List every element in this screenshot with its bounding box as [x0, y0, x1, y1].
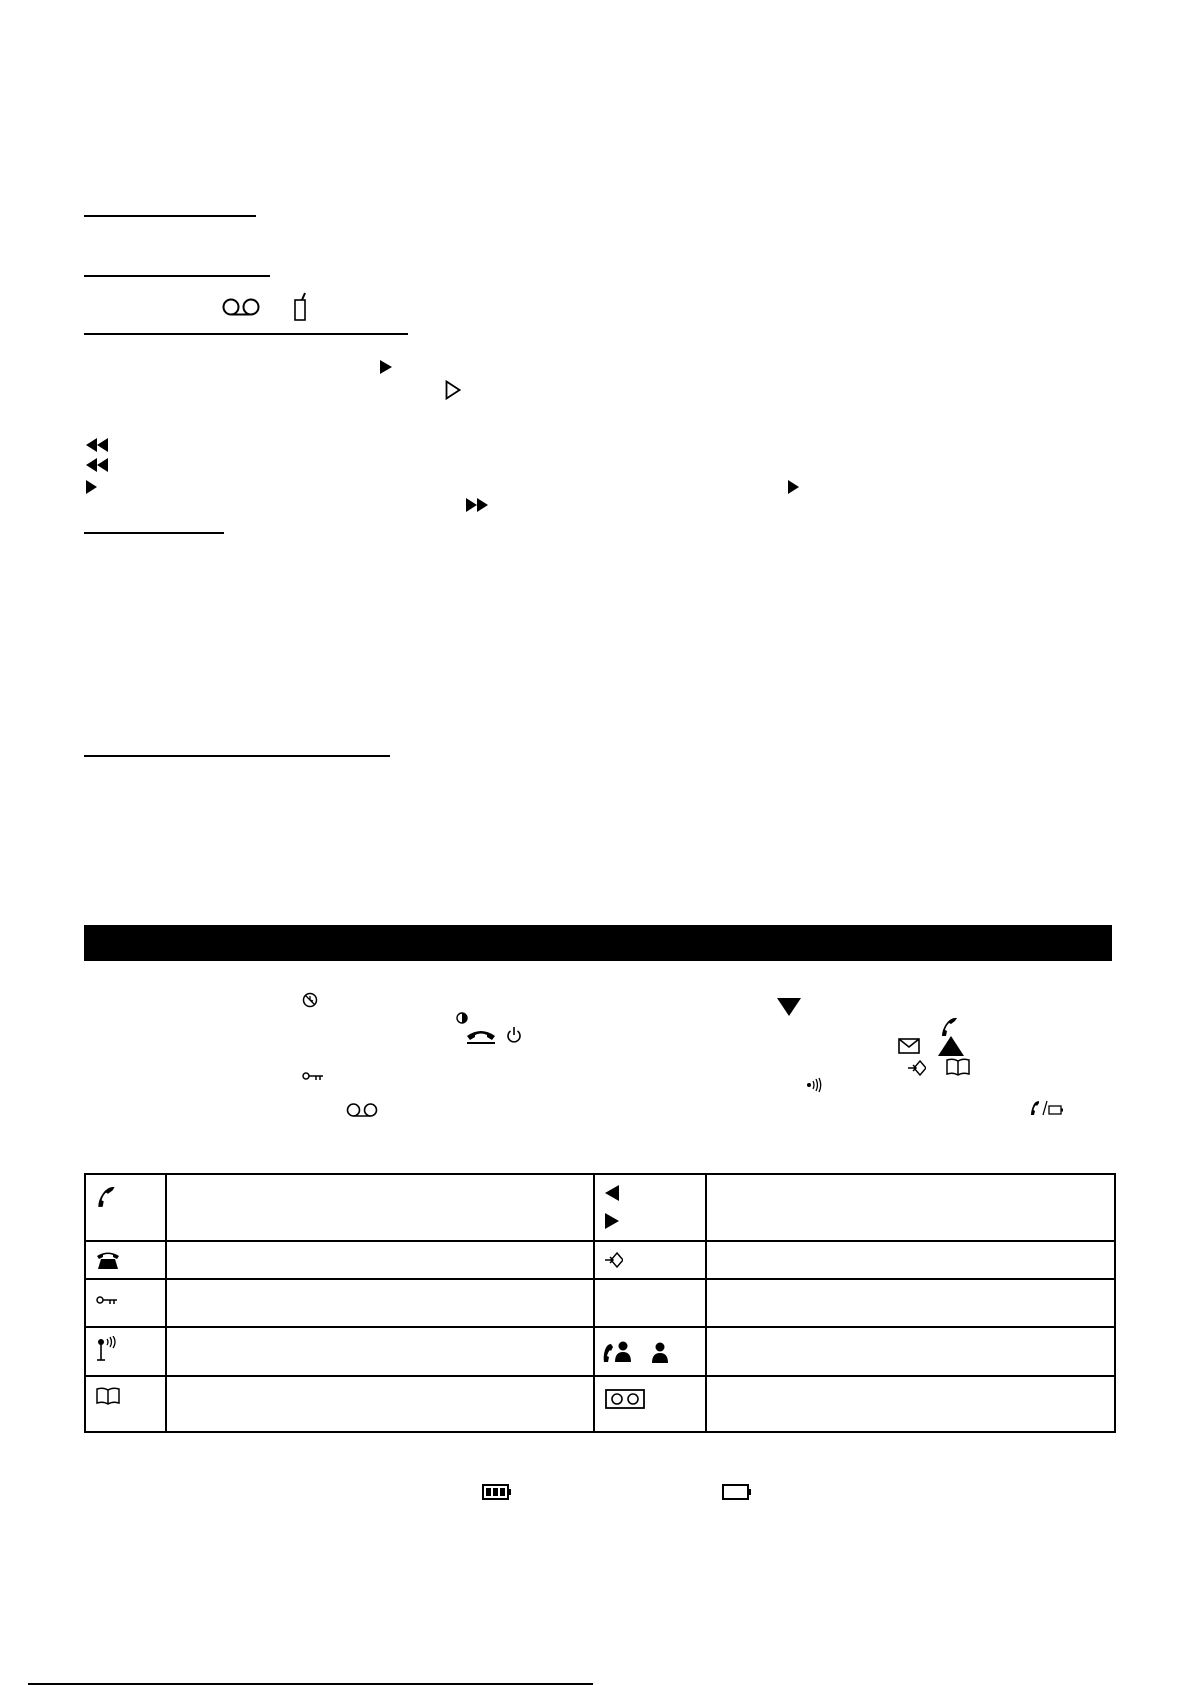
table-cell-icon [594, 1174, 706, 1241]
section-banner [84, 925, 1112, 961]
table-row [85, 1241, 1115, 1279]
power-icon [506, 1026, 522, 1044]
table-row [85, 1279, 1115, 1327]
caller-person-icon [603, 1340, 635, 1371]
table-cell-icon [594, 1279, 706, 1327]
left-arrow-icon [605, 1185, 619, 1206]
table-cell-description [166, 1327, 594, 1375]
table-row [85, 1327, 1115, 1375]
key-icon [302, 1071, 324, 1081]
telephone-icon [96, 1250, 120, 1275]
table-cell-icon [85, 1376, 166, 1432]
table-cell-description [706, 1241, 1115, 1279]
rewind-icon [86, 438, 108, 452]
heading-underline-4 [84, 532, 224, 534]
call-battery-icon [1030, 1100, 1064, 1116]
intercom-icon [908, 1060, 926, 1076]
antenna-icon [96, 1336, 122, 1367]
rewind-icon [86, 458, 108, 472]
table-cell-icon [594, 1327, 706, 1375]
battery-full-icon [482, 1484, 512, 1500]
table-cell-icon [594, 1241, 706, 1279]
table-row [85, 1174, 1115, 1241]
table-cell-description [166, 1174, 594, 1241]
book-icon [946, 1058, 970, 1076]
heading-underline-3 [84, 333, 408, 335]
tape-box-icon [605, 1389, 645, 1414]
right-arrow-icon [605, 1213, 619, 1234]
battery-empty-icon [722, 1484, 752, 1500]
triangle-down-icon [777, 998, 801, 1016]
handset-icon [940, 1016, 960, 1038]
table-row [85, 1376, 1115, 1432]
signal-icon [806, 1077, 822, 1093]
play-icon [380, 360, 392, 374]
person-icon [651, 1342, 669, 1369]
handset-icon [96, 1185, 118, 1214]
play-icon [788, 480, 799, 494]
book-icon [96, 1387, 120, 1410]
tape-icon [346, 1103, 378, 1117]
envelope-icon [898, 1038, 920, 1054]
alarm-icon [302, 992, 318, 1008]
symbol-table [84, 1173, 1116, 1433]
table-cell-description [706, 1279, 1115, 1327]
table-cell-description [166, 1241, 594, 1279]
toggle-icon [456, 1012, 472, 1024]
play-icon [86, 480, 97, 494]
tape-icon [222, 298, 260, 316]
handset-upright-icon [294, 292, 308, 322]
key-icon [96, 1292, 118, 1310]
end-call-icon [465, 1028, 497, 1044]
table-cell-icon [85, 1174, 166, 1241]
heading-underline-5 [84, 755, 390, 757]
heading-underline-2 [84, 275, 270, 277]
table-cell-icon [85, 1279, 166, 1327]
table-cell-description [706, 1376, 1115, 1432]
table-cell-description [166, 1376, 594, 1432]
table-cell-icon [85, 1327, 166, 1375]
triangle-up-icon [938, 1036, 964, 1056]
table-cell-description [706, 1174, 1115, 1241]
heading-underline-1 [84, 215, 256, 217]
intercom-icon [605, 1252, 623, 1273]
table-cell-icon [85, 1241, 166, 1279]
play-outline-icon [445, 380, 461, 400]
table-cell-icon [594, 1376, 706, 1432]
table-cell-description [706, 1327, 1115, 1375]
fast-forward-icon [466, 498, 488, 512]
table-cell-description [166, 1279, 594, 1327]
